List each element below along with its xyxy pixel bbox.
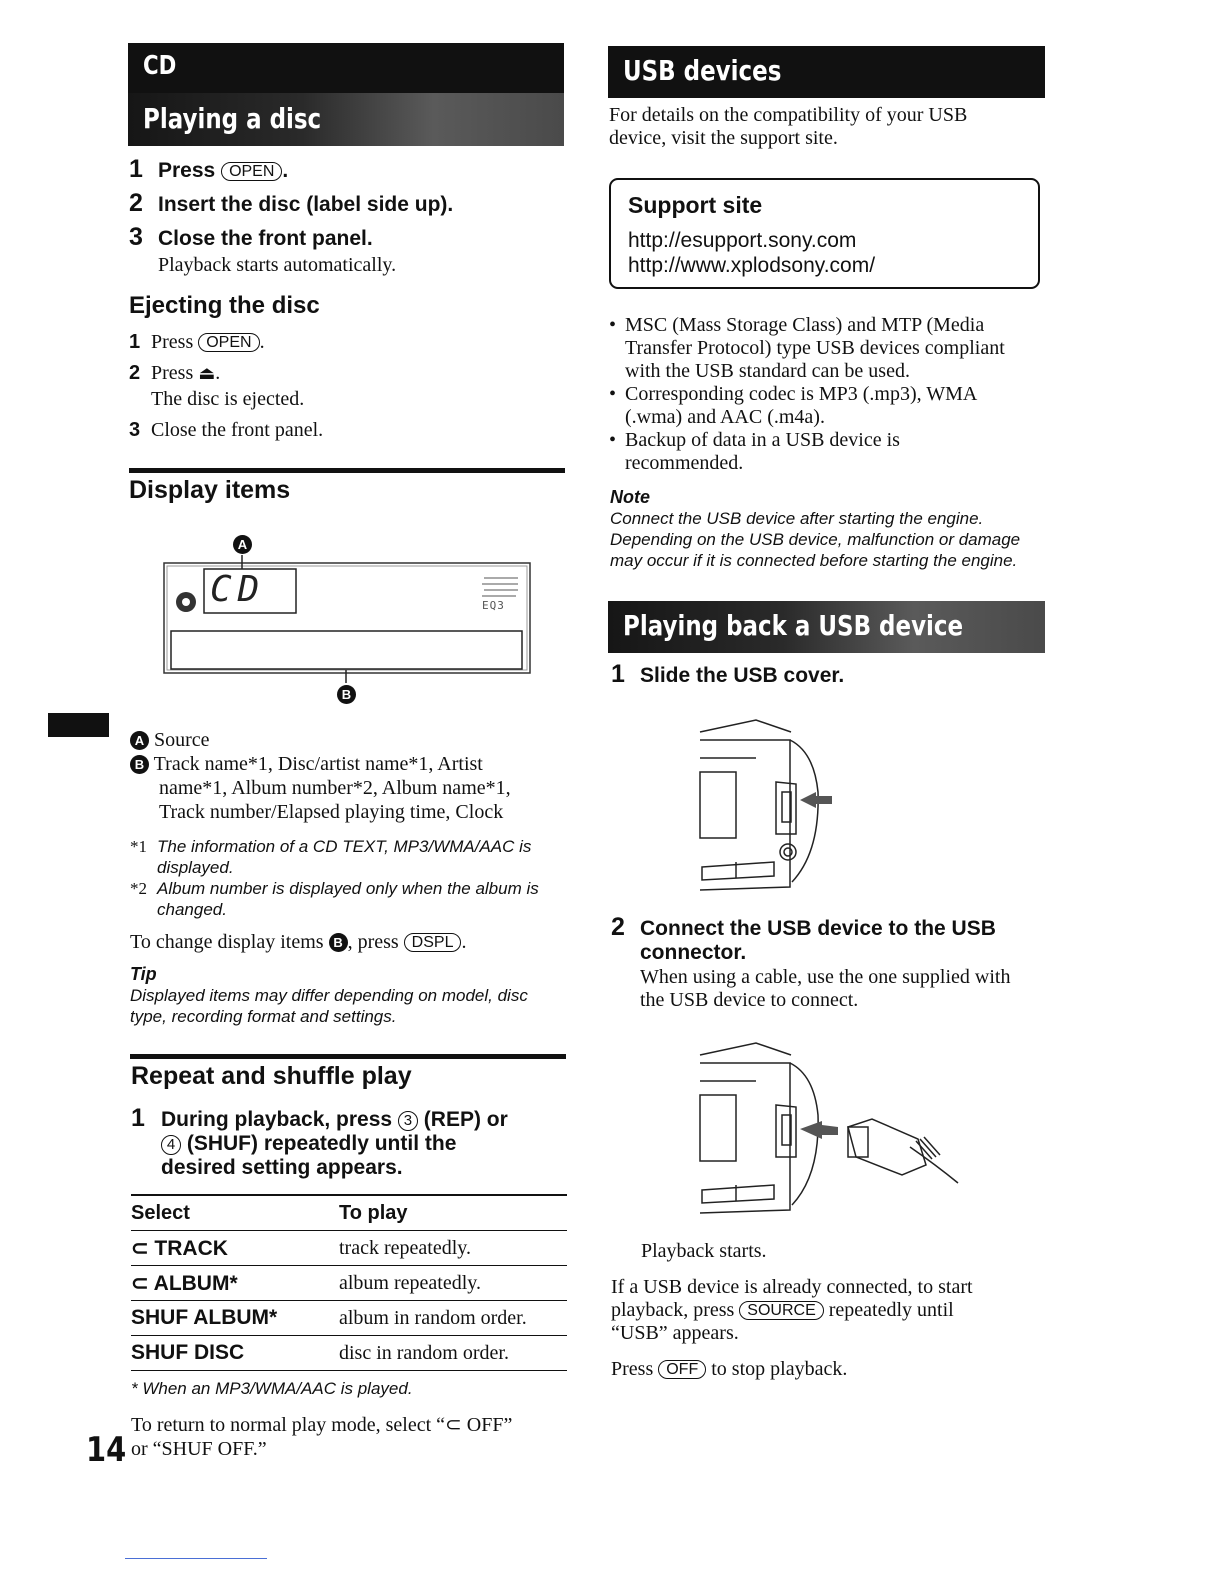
usb-step-1: 1 Slide the USB cover. [611, 660, 845, 688]
lcd-source-text: CD [210, 569, 266, 610]
tip-line2: type, recording format and settings. [130, 1007, 397, 1026]
col-to-play: To play [339, 1195, 567, 1231]
support-site-title: Support site [628, 192, 763, 218]
return-text: To return to normal play mode, select “⊂ OFF” or “SHUF OFF.” [131, 1414, 513, 1460]
tip-line1: Displayed items may differ depending on model, disc [130, 986, 528, 1005]
usb-devices-title: USB devices [623, 54, 782, 87]
legend-a: A Source [130, 728, 570, 752]
note-block: Note Connect the USB device after starting the engine. Depending on the USB device, malfunction or damage may occur if it is connected before starting the engine. [610, 486, 1055, 571]
playing-disc-title: Playing a disc [143, 102, 322, 135]
eject-step-1: 1 Press OPEN . [129, 331, 265, 353]
eject-step-2-sub: The disc is ejected. [151, 388, 305, 410]
legend-b: B Track name*1, Disc/artist name*1, Artist [130, 752, 570, 776]
tip-block [130, 963, 570, 1027]
playback-starts: Playback starts. [641, 1240, 767, 1262]
table-row: ⊂ TRACK track repeatedly. [131, 1231, 567, 1266]
table-header-row [131, 1195, 567, 1231]
source-key: SOURCE [739, 1301, 823, 1320]
list-item: • Corresponding codec is MP3 (.mp3), WMA (.wma) and AAC (.m4a). [609, 383, 1049, 429]
disc-steps [129, 155, 569, 277]
repeat-step-line2: 4 (SHUF) repeatedly until the [131, 1132, 571, 1156]
disc-step-1: 1 Press OPEN . [129, 155, 289, 183]
table-row: SHUF ALBUM* album in random order. [131, 1301, 567, 1336]
repeat-step-line1: 1 During playback, press 3 (REP) or [131, 1104, 508, 1132]
playing-usb-title: Playing back a USB device [623, 609, 964, 642]
usb-step-2: 2 Connect the USB device to the USB connector. [611, 913, 996, 964]
usb-step-2-sub: When using a cable, use the one supplied with the USB device to connect. [640, 966, 1011, 1011]
table-row: ⊂ ALBUM* album repeatedly. [131, 1266, 567, 1301]
col-select: Select [131, 1195, 339, 1231]
usb-cover-svg [696, 712, 846, 897]
off-key: OFF [658, 1360, 706, 1379]
key-4: 4 [161, 1135, 181, 1155]
support-url-2[interactable]: http://www.xplodsony.com/ [628, 254, 876, 277]
disc-step-3-sub: Playback starts automatically. [158, 254, 397, 276]
playing-disc-header-bar [128, 93, 564, 146]
display-footnotes [130, 836, 570, 920]
legend-b-line2: name*1, Album number*2, Album name*1, [159, 777, 511, 799]
legend-b-line3: Track number/Elapsed playing time, Clock [159, 801, 504, 823]
display-diagram [160, 533, 535, 708]
footnote-2: *2 Album number is displayed only when the album is [130, 879, 539, 898]
footnote-2-line2: changed. [157, 900, 227, 919]
table-row: SHUF DISC disc in random order. [131, 1336, 567, 1371]
support-site-box [609, 178, 1040, 289]
repeat-table [131, 1194, 567, 1371]
eject-step-3: 3 Close the front panel. [129, 419, 324, 441]
playing-usb-header-bar [608, 601, 1045, 653]
footnote-1-line2: displayed. [157, 858, 234, 877]
note-label: Note [610, 487, 650, 507]
usb-connect-svg [696, 1035, 966, 1220]
open-key-2: OPEN [198, 333, 259, 352]
label-b-badge: B [337, 685, 356, 704]
list-item: • Backup of data in a USB device is recommended. [609, 429, 1049, 475]
cd-header-title: CD [143, 51, 177, 81]
usb-cover-illustration [696, 712, 846, 897]
page-number: 14 [86, 1430, 127, 1470]
repeat-shuffle-table [131, 1194, 567, 1371]
label-a-badge: A [233, 535, 252, 554]
usb-connect-illustration [696, 1035, 966, 1220]
key-3: 3 [398, 1111, 418, 1131]
eject-icon: ⏏ [198, 363, 216, 384]
footnote-1: *1 The information of a CD TEXT, MP3/WMA/AAC is [130, 837, 532, 856]
repeat-step-line3: desired setting appears. [161, 1156, 403, 1179]
bottom-link-rule [125, 1558, 267, 1559]
table-footnote: * When an MP3/WMA/AAC is played. [131, 1379, 413, 1398]
list-item: • MSC (Mass Storage Class) and MTP (Media Transfer Protocol) type USB devices compliant with the USB standard can be used. [609, 314, 1049, 383]
display-diagram-svg [160, 533, 535, 708]
tip-label: Tip [130, 964, 157, 984]
disc-step-3: 3 Close the front panel. [129, 223, 373, 251]
usb-bullets [609, 314, 1049, 475]
repeat-step [131, 1106, 571, 1180]
ejecting-title: Ejecting the disc [129, 292, 320, 319]
eject-step-2: 2 Press ⏏. [129, 362, 221, 384]
repeat-rule [130, 1054, 566, 1059]
usb-devices-header-bar [608, 46, 1045, 98]
eq-indicator: EQ3 [482, 599, 505, 612]
change-display-text: To change display items B , press DSPL . [130, 931, 467, 953]
support-url-1[interactable]: http://esupport.sony.com [628, 229, 857, 252]
repeat-title: Repeat and shuffle play [131, 1062, 412, 1090]
eject-steps [129, 331, 569, 442]
dspl-key: DSPL [404, 933, 462, 952]
display-items-title: Display items [129, 476, 291, 504]
disc-step-2: 2 Insert the disc (label side up). [129, 189, 454, 217]
usb-intro: For details on the compatibility of your USB device, visit the support site. [609, 104, 968, 149]
open-key: OPEN [221, 162, 282, 181]
stop-playback-text: Press OFF to stop playback. [611, 1358, 848, 1380]
display-legend [130, 728, 570, 824]
display-rule [129, 468, 565, 473]
cd-header-bar [128, 43, 564, 93]
already-connected-text: If a USB device is already connected, to start playback, press SOURCE repeatedly until “USB” appears. [611, 1276, 973, 1344]
side-tab-marker [48, 713, 109, 737]
